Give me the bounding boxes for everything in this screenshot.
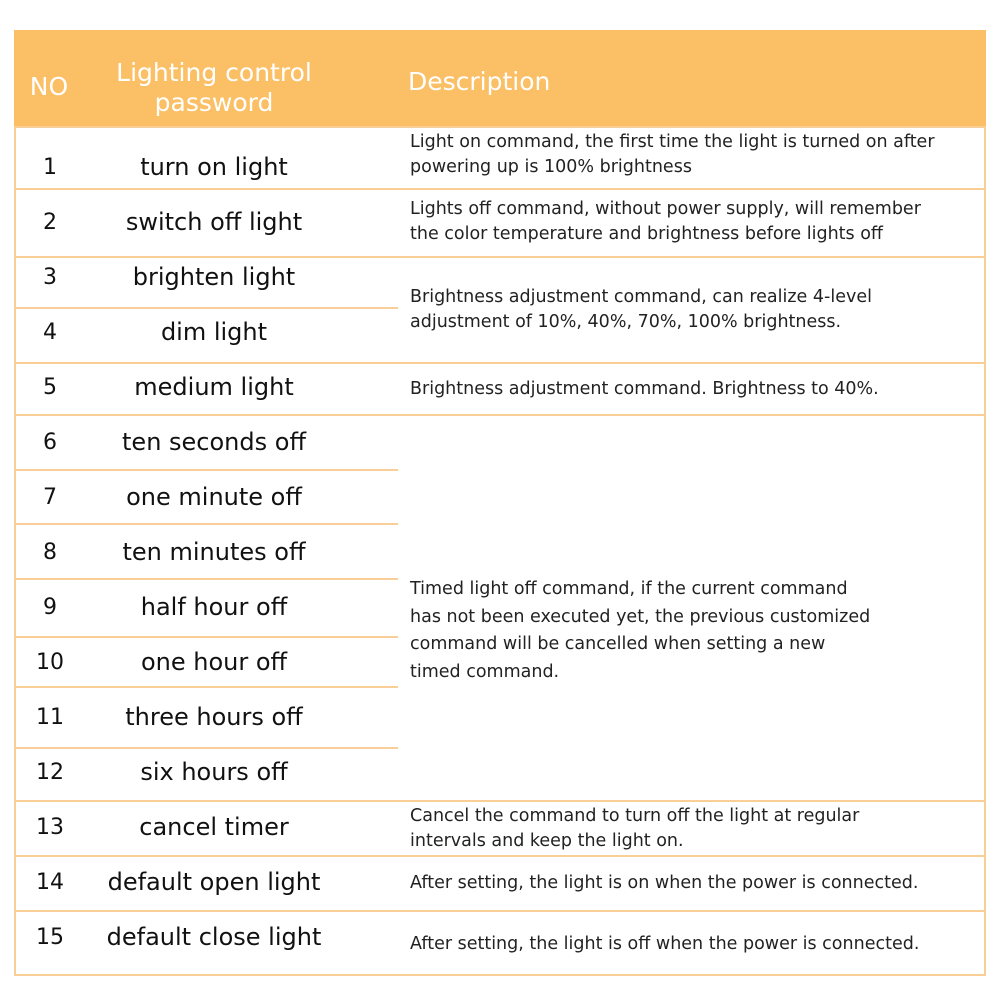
password-cell: three hours off	[125, 703, 303, 731]
row-divider	[14, 307, 398, 309]
password-cell: switch off light	[125, 208, 303, 236]
header-description: Description	[408, 67, 551, 96]
description-cell	[410, 804, 984, 854]
row-number: 12	[36, 760, 64, 785]
row-divider	[14, 636, 398, 638]
description-line: Timed light off command, if the current command	[410, 579, 848, 599]
row-number: 13	[36, 815, 64, 840]
description-cell	[410, 932, 984, 957]
row-number: 14	[36, 870, 64, 895]
row-number: 1	[43, 155, 57, 180]
description-line: Brightness adjustment command. Brightness to 40%.	[410, 379, 879, 399]
description-cell	[410, 871, 984, 896]
description-cell	[410, 197, 984, 247]
description-line: Cancel the command to turn off the light at regular	[410, 806, 860, 826]
row-divider	[14, 855, 986, 857]
description-cell	[410, 377, 984, 402]
table-right-border	[984, 126, 986, 976]
password-cell: dim light	[160, 318, 268, 346]
password-cell: default close light	[106, 923, 322, 951]
row-number: 5	[43, 375, 57, 400]
description-line: Lights off command, without power supply, will remember	[410, 199, 921, 219]
header-password	[84, 58, 344, 118]
description-line: After setting, the light is off when the power is connected.	[410, 934, 920, 954]
password-cell: one hour off	[140, 648, 288, 676]
password-cell: one minute off	[126, 483, 302, 511]
row-divider	[14, 578, 398, 580]
row-number: 3	[43, 265, 57, 290]
row-number: 7	[43, 485, 57, 510]
row-number: 6	[43, 430, 57, 455]
description-line: timed command.	[410, 661, 560, 682]
row-divider	[14, 126, 986, 128]
password-cell: ten seconds off	[122, 428, 306, 456]
header-password-line2: password	[154, 88, 274, 117]
password-cell: medium light	[134, 373, 294, 401]
row-number: 2	[43, 210, 57, 235]
row-number: 8	[43, 540, 57, 565]
row-number: 4	[43, 320, 57, 345]
row-number: 9	[43, 595, 57, 620]
description-line: has not been executed yet, the previous customized	[410, 606, 871, 627]
header-no: NO	[29, 72, 69, 101]
password-cell: brighten light	[132, 263, 296, 291]
row-divider	[14, 469, 398, 471]
row-number: 11	[36, 705, 64, 730]
row-divider	[14, 523, 398, 525]
row-number: 15	[36, 925, 64, 950]
password-cell: cancel timer	[139, 813, 289, 841]
description-cell	[410, 576, 984, 686]
password-cell: turn on light	[140, 153, 288, 181]
description-line: command will be cancelled when setting a new	[410, 634, 826, 654]
row-divider	[14, 414, 986, 416]
row-divider	[14, 747, 398, 749]
row-divider	[14, 800, 986, 802]
description-line: After setting, the light is on when the power is connected.	[410, 873, 919, 893]
description-line: powering up is 100% brightness	[410, 157, 692, 177]
description-line: Brightness adjustment command, can realize 4-level	[410, 287, 872, 307]
description-cell	[410, 285, 984, 335]
row-divider	[14, 910, 986, 912]
password-cell: half hour off	[140, 593, 288, 621]
row-divider	[14, 362, 986, 364]
header-password-line1: Lighting control	[116, 58, 312, 87]
row-divider	[14, 188, 986, 190]
description-cell	[410, 130, 984, 180]
description-line: Light on command, the first time the light is turned on after	[410, 132, 935, 152]
table-bottom-border	[14, 974, 986, 976]
row-divider	[14, 686, 398, 688]
description-line: the color temperature and brightness before lights off	[410, 224, 883, 244]
row-divider	[14, 256, 986, 258]
password-cell: six hours off	[140, 758, 288, 786]
password-cell: default open light	[107, 868, 321, 896]
description-line: intervals and keep the light on.	[410, 831, 684, 851]
description-line: adjustment of 10%, 40%, 70%, 100% brightness.	[410, 312, 842, 332]
row-number: 10	[36, 650, 64, 675]
password-cell: ten minutes off	[122, 538, 306, 566]
